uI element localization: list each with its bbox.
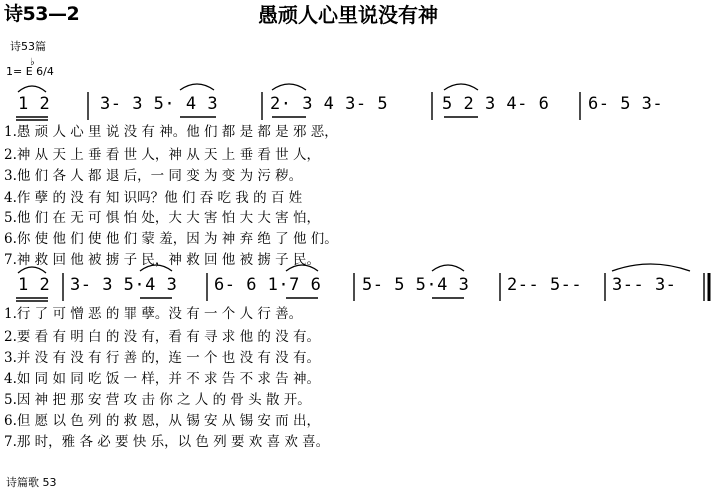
lyric-verse-2: 2.要 看 有 明 白 的 没 有，看 有 寻 求 他 的 没 有。 xyxy=(4,329,320,345)
song-number: 诗53—2 xyxy=(4,3,80,25)
lyric-verse-3: 3.他 们 各 人 都 退 后，一 同 变 为 变 为 污 秽。 xyxy=(4,168,303,184)
lyric-verse-1: 1.愚 顽 人 心 里 说 没 有 神。他 们 都 是 都 是 邪 恶， xyxy=(4,124,338,140)
measure: 5- 5 5·4 3 xyxy=(362,275,470,295)
lyric-verse-5: 5.因 神 把 那 安 营 攻 击 你 之 人 的 骨 头 散 开。 xyxy=(4,392,311,408)
psalm-reference: 诗53篇 xyxy=(10,40,46,53)
measure: 2· 3 4 3- 5 xyxy=(270,94,389,114)
lyric-verse-4: 4.如 同 如 同 吃 饭 一 样，并 不 求 告 不 求 告 神。 xyxy=(4,371,320,387)
measure: 6- 5 3- xyxy=(588,94,664,114)
lyric-verse-7: 7.那 时，雅 各 必 要 快 乐，以 色 列 要 欢 喜 欢 喜。 xyxy=(4,434,330,450)
measure: 3- 3 5· 4 3 xyxy=(100,94,219,114)
lyric-verse-2: 2.神 从 天 上 垂 看 世 人，神 从 天 上 垂 看 世 人， xyxy=(4,147,320,163)
measure: 1 2 xyxy=(18,275,51,295)
measure: 2-- 5-- xyxy=(507,275,583,295)
slurs-line-1 xyxy=(18,84,478,92)
measure: 3-- 3- xyxy=(612,275,677,295)
lyric-verse-6: 6.但 愿 以 色 列 的 救 恩，从 锡 安 从 锡 安 而 出， xyxy=(4,413,320,429)
hymnal-footer: 诗篇歌 53 xyxy=(6,476,57,489)
lyric-verse-7: 7.神 救 回 他 被 掳 子 民，神 救 回 他 被 掳 子 民。 xyxy=(4,252,320,268)
lyric-verse-6: 6.你 使 他 们 使 他 们 蒙 羞，因 为 神 弃 绝 了 他 们。 xyxy=(4,231,338,247)
song-title: 愚顽人心里说没有神 xyxy=(258,3,438,27)
measure: 5 2 3 4- 6 xyxy=(442,94,550,114)
notation-line-2 xyxy=(0,277,723,301)
lyric-verse-1: 1.行 了 可 憎 恶 的 罪 孽。没 有 一 个 人 行 善。 xyxy=(4,306,303,322)
lyric-verse-3: 3.并 没 有 没 有 行 善 的，连 一 个 也 没 有 没 有。 xyxy=(4,350,320,366)
flat-sign-icon: ♭ xyxy=(30,57,35,68)
lyric-verse-5: 5.他 们 在 无 可 惧 怕 处，大 大 害 怕 大 大 害 怕， xyxy=(4,210,320,226)
measure: 1 2 xyxy=(18,94,51,114)
lyric-verse-4: 4.作 孽 的 没 有 知 识吗？他 们 吞 吃 我 的 百 姓 xyxy=(4,190,303,206)
measure: 6- 6 1·7 6 xyxy=(214,275,322,295)
notation-line-1 xyxy=(0,96,723,120)
measure: 3- 3 5·4 3 xyxy=(70,275,178,295)
key-signature: 1= E 6/4 xyxy=(6,65,54,78)
